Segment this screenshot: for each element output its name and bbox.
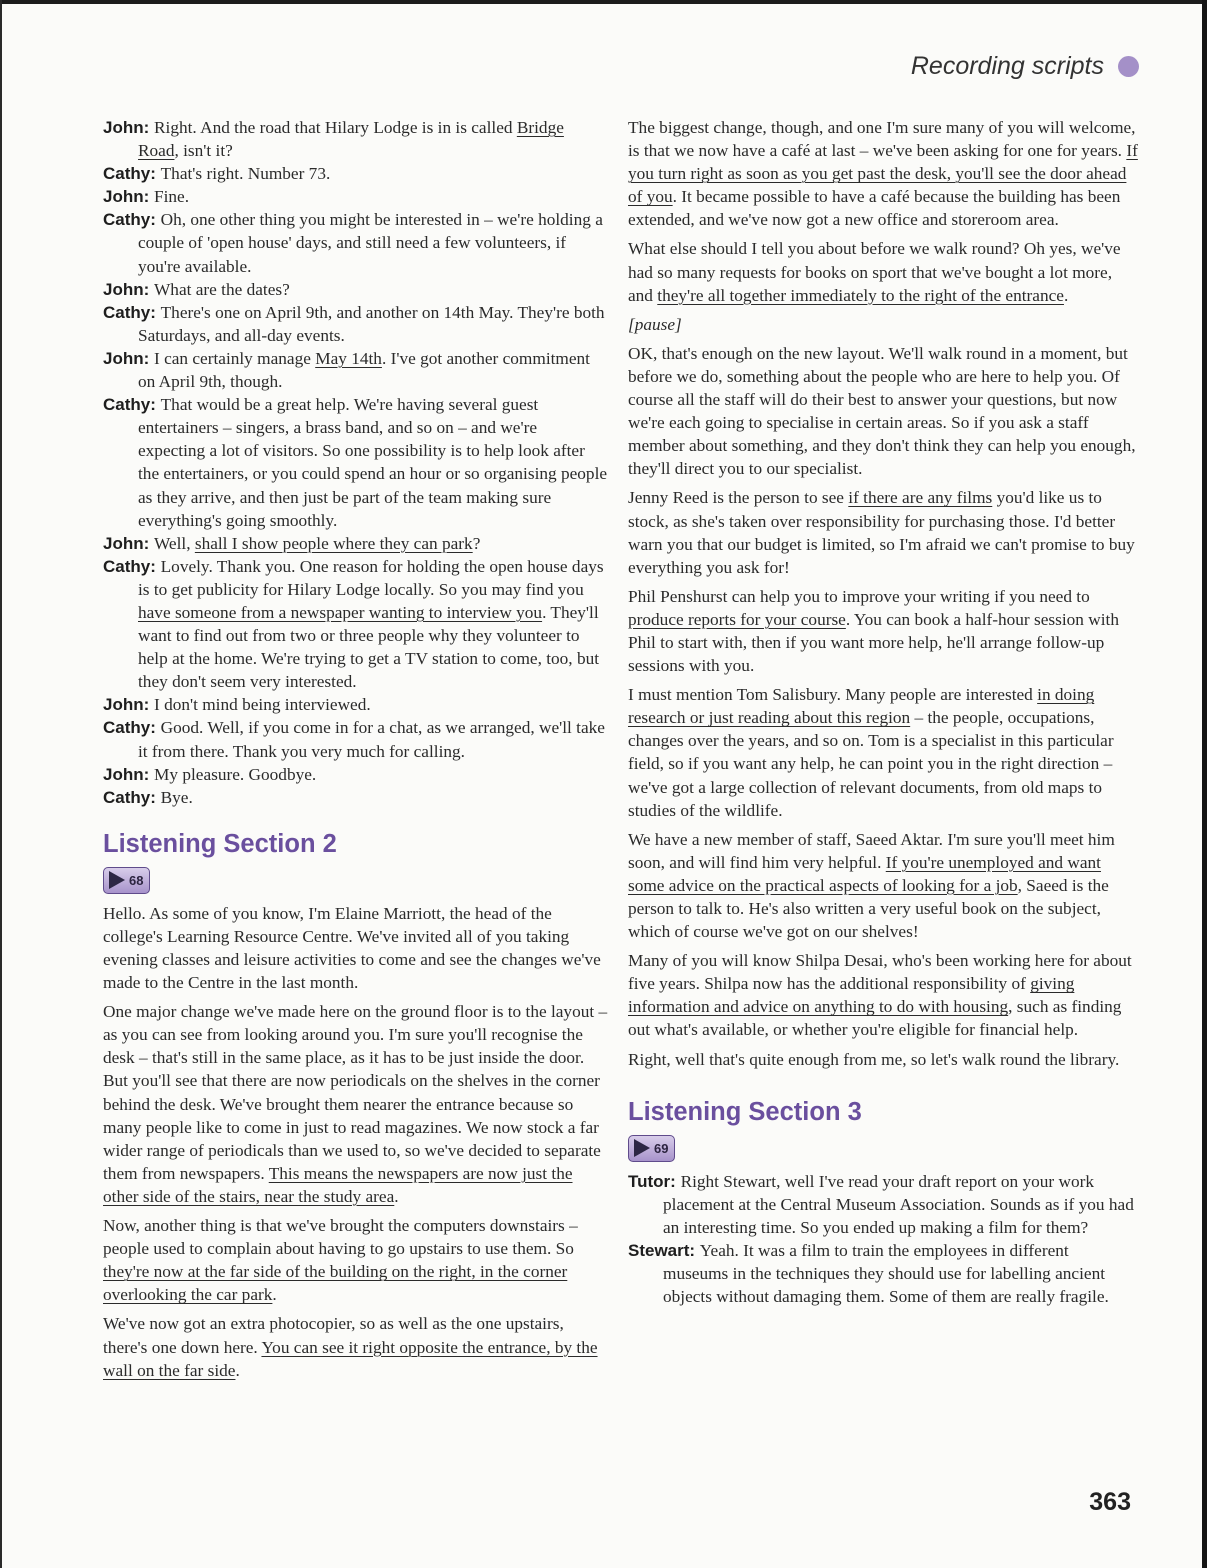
underlined-answer: they're all together immediately to the right of the entrance xyxy=(657,285,1064,305)
text-run: Well, xyxy=(154,533,195,553)
dialogue-line xyxy=(628,1239,1138,1308)
text-run: – the people, occupations, changes over the years, and so on. Tom is a specialist in this particular field, so if you want any help, he can point you in the right direction – we've got a large collection of relevant documents, from old maps to studies of the wildlife. xyxy=(628,708,1114,820)
text-run: you'd like us to stock, as she's taken over responsibility for purchasing those. I'd better warn you that our budget is limited, so I'm afraid we can't promise to buy everything you ask for! xyxy=(628,488,1135,577)
paragraph xyxy=(103,1000,608,1208)
text-run: Hello. As some of you know, I'm Elaine Marriott, the head of the college's Learning Resource Centre. We've invited all of you taking evening classes and leisure activities to come and see the changes we've made to the Centre in the last month. xyxy=(103,903,601,993)
speaker-label: John: xyxy=(103,118,154,137)
underlined-answer: in doing research or just reading about this region xyxy=(628,685,1095,728)
dialogue-line xyxy=(628,1170,1138,1239)
underlined-answer: shall I show people where they can park xyxy=(194,533,473,553)
dialogue-line xyxy=(103,786,608,809)
text-run: What are the dates? xyxy=(154,279,290,299)
track-number: 69 xyxy=(654,1140,669,1156)
speaker-label: Stewart: xyxy=(628,1240,700,1260)
paragraph xyxy=(628,237,1138,306)
text-run: Yeah. It was a film to train the employees in different museums in the techniques they should use for labelling ancient objects without damaging them. Some of them are really fragile. xyxy=(663,1240,1109,1307)
top-border xyxy=(0,0,1207,4)
dialogue-line xyxy=(103,716,608,762)
text-run: That would be a great help. We're having several guest entertainers – singers, a brass band, and so on – and we're expecting a lot of visitors. So one possibility is to help look after the entertainers, or you could spend an hour or so organising people as they arrive, and then just be part of the team making sure everything's going smoothly. xyxy=(138,395,608,530)
text-run: . They'll want to find out from two or three people why they volunteer to help at the home. We're trying to get a TV station to come, too, but they don't seem very interested. xyxy=(138,602,600,692)
text-run: I can certainly manage xyxy=(154,348,316,368)
paragraph xyxy=(628,683,1138,822)
underlined-answer: have someone from a newspaper wanting to interview you xyxy=(138,602,543,622)
text-run: Right. And the road that Hilary Lodge is in is called xyxy=(154,118,517,137)
page-number: 363 xyxy=(1089,1488,1131,1516)
speaker-label: Cathy: xyxy=(103,395,161,415)
text-run: OK, that's enough on the new layout. We'll walk round in a moment, but before we do, something about the people who are here to help you. Of course all the staff will do their best to answer your questions, but now we're each going to specialise in certain areas. So if you ask a staff member about something, and they don't think they can help you enough, they'll direct you to our specialist. xyxy=(628,343,1136,479)
left-border xyxy=(0,0,2,1568)
running-head xyxy=(911,52,1139,81)
right-column xyxy=(628,116,1138,1308)
underlined-answer: giving information and advice on anything to do with housing xyxy=(628,974,1075,1017)
paragraph xyxy=(628,486,1138,578)
running-head-title: Recording scripts xyxy=(910,52,1104,80)
text-run: The biggest change, though, and one I'm sure many of you will welcome, is that we now have a café at last – we've been asking for one for years. xyxy=(628,118,1136,161)
paragraph xyxy=(628,585,1138,677)
paragraph xyxy=(628,116,1138,231)
dialogue-section-3 xyxy=(628,1170,1138,1309)
section-2-heading: Listening Section 2 xyxy=(103,829,337,858)
text-run: Many of you will know Shilpa Desai, who's been working here for about five years. Shilpa now has the additional responsibility of xyxy=(628,951,1132,994)
text-run: We've now got an extra photocopier, so as well as the one upstairs, there's one down here. xyxy=(103,1314,564,1357)
text-run: . xyxy=(272,1285,277,1305)
dialogue-line xyxy=(103,532,608,555)
text-run: . You can book a half-hour session with Phil to start with, then if you want more help, he'll arrange follow-up sessions with you. xyxy=(628,609,1119,676)
text-run: ? xyxy=(472,533,481,553)
text-run: , Saeed is the person to talk to. He's also written a very useful book on the subject, which of course we've got on our shelves! xyxy=(628,875,1109,942)
text-run: Good. Well, if you come in for a chat, as we arranged, we'll take it from there. Thank you very much for calling. xyxy=(138,718,605,761)
play-icon xyxy=(634,1139,650,1157)
text-run: My pleasure. Goodbye. xyxy=(154,764,317,784)
text-run: Jenny Reed is the person to see xyxy=(628,488,849,508)
text-run: Right, well that's quite enough from me, so let's walk round the library. xyxy=(628,1049,1120,1069)
play-icon xyxy=(109,871,125,889)
underlined-answer: May 14th xyxy=(315,348,382,368)
text-run: . It became possible to have a café because the building has been extended, and we've now got a new office and storeroom area. xyxy=(628,187,1121,230)
speaker-label: Cathy: xyxy=(103,718,161,738)
speaker-label: John: xyxy=(103,764,154,784)
dialogue-section-1 xyxy=(103,116,608,809)
speaker-label: John: xyxy=(103,695,154,715)
speaker-label: Cathy: xyxy=(103,787,161,807)
dialogue-line xyxy=(103,347,608,393)
section-2-text-continued xyxy=(628,116,1138,307)
text-run: I must mention Tom Salisbury. Many people are interested xyxy=(628,685,1038,705)
dialogue-line xyxy=(103,278,608,301)
paragraph xyxy=(628,1048,1138,1071)
section-2-text-specialists xyxy=(628,342,1138,1071)
dialogue-line xyxy=(103,763,608,786)
paragraph xyxy=(628,342,1138,481)
underlined-answer: You can see it right opposite the entrance, by the wall on the far side xyxy=(103,1337,598,1380)
text-run: Bye. xyxy=(160,787,193,807)
text-run: . I've got another commitment on April 9th, though. xyxy=(138,348,590,392)
text-run: One major change we've made here on the ground floor is to the layout – as you can see from looking around you. I'm sure you'll recognise the desk – that's still in the same place, as it has to be just inside the door. But you'll see that there are now periodicals on the shelves in the corner behind the desk. We've brought them nearer the entrance because so many people like to come in just to read magazines. We now stock a far wider range of periodicals than we used to, so we've decided to separate them from newspapers. xyxy=(103,1002,608,1183)
speaker-label: Cathy: xyxy=(103,210,161,230)
speaker-label: Cathy: xyxy=(103,556,161,576)
speaker-label: John: xyxy=(103,348,154,368)
text-run: . xyxy=(1063,285,1069,305)
text-run: , such as finding out what's available, or whether you're eligible for financial help. xyxy=(628,997,1122,1040)
track-number: 68 xyxy=(129,872,144,888)
underlined-answer: they're now at the far side of the building on the right, in the corner overlooking the car park xyxy=(103,1262,568,1305)
underlined-answer: If you're unemployed and want some advice on the practical aspects of looking for a job xyxy=(628,852,1101,895)
speaker-label: John: xyxy=(103,187,154,207)
audio-track-69-button[interactable] xyxy=(628,1135,675,1162)
text-run: , isn't it? xyxy=(174,141,233,161)
section-2-text xyxy=(103,902,608,1382)
text-run: Right Stewart, well I've read your draft report on your work placement at the Central Museum Association. Sounds as if you had an interesting time. So you ended up making a film for them? xyxy=(663,1171,1134,1237)
dialogue-line xyxy=(103,393,608,532)
text-run: Lovely. Thank you. One reason for holding the open house days is to get publicity for Hilary Lodge locally. So you may find you xyxy=(138,556,604,599)
text-run: I don't mind being interviewed. xyxy=(154,695,371,715)
dialogue-line xyxy=(103,116,608,162)
speaker-label: Cathy: xyxy=(103,302,161,322)
speaker-label: John: xyxy=(103,279,154,299)
text-run: There's one on April 9th, and another on 14th May. They're both Saturdays, and all-day events. xyxy=(138,302,605,345)
text-run: Now, another thing is that we've brought the computers downstairs – people used to complain about having to go upstairs to use them. So xyxy=(103,1216,578,1259)
speaker-label: Cathy: xyxy=(103,164,161,184)
speaker-label: John: xyxy=(103,533,154,553)
text-run: Phil Penshurst can help you to improve your writing if you need to xyxy=(628,586,1090,606)
dialogue-line xyxy=(103,162,608,185)
paragraph xyxy=(103,1312,608,1381)
text-run: Oh, one other thing you might be interested in – we're holding a couple of 'open house' days, and still need a few volunteers, if you're available. xyxy=(138,210,603,276)
dialogue-line xyxy=(103,301,608,347)
speaker-label: Tutor: xyxy=(628,1171,681,1191)
underlined-answer: If you turn right as soon as you get past the desk, you'll see the door ahead of you xyxy=(628,141,1138,207)
paragraph xyxy=(628,949,1138,1041)
underlined-answer: produce reports for your course xyxy=(628,609,846,629)
dialogue-line xyxy=(103,555,608,694)
underlined-answer: This means the newspapers are now just the other side of the stairs, near the study area xyxy=(103,1163,573,1206)
text-run: We have a new member of staff, Saeed Aktar. I'm sure you'll meet him soon, and will find him very helpful. xyxy=(628,829,1115,872)
text-run: Fine. xyxy=(154,187,190,207)
bullet-dot-icon xyxy=(1118,56,1139,77)
dialogue-line xyxy=(103,693,608,716)
dialogue-line xyxy=(103,185,608,208)
audio-track-68-button[interactable] xyxy=(103,867,150,894)
underlined-answer: if there are any films xyxy=(848,488,993,508)
paragraph xyxy=(103,1214,608,1306)
underlined-answer: Bridge Road xyxy=(138,118,564,161)
dialogue-line xyxy=(103,208,608,277)
text-run: That's right. Number 73. xyxy=(160,164,331,184)
text-run: . xyxy=(235,1360,240,1380)
paragraph xyxy=(103,902,608,994)
pause-marker: [pause] xyxy=(628,314,682,334)
section-3-heading: Listening Section 3 xyxy=(628,1097,862,1126)
right-border xyxy=(1202,0,1207,1568)
text-run: . xyxy=(394,1186,399,1206)
paragraph xyxy=(628,828,1138,943)
text-run: What else should I tell you about before we walk round? Oh yes, we've had so many requests for books on sport that we've bought a lot more, and xyxy=(628,239,1121,305)
left-column xyxy=(103,116,608,1388)
